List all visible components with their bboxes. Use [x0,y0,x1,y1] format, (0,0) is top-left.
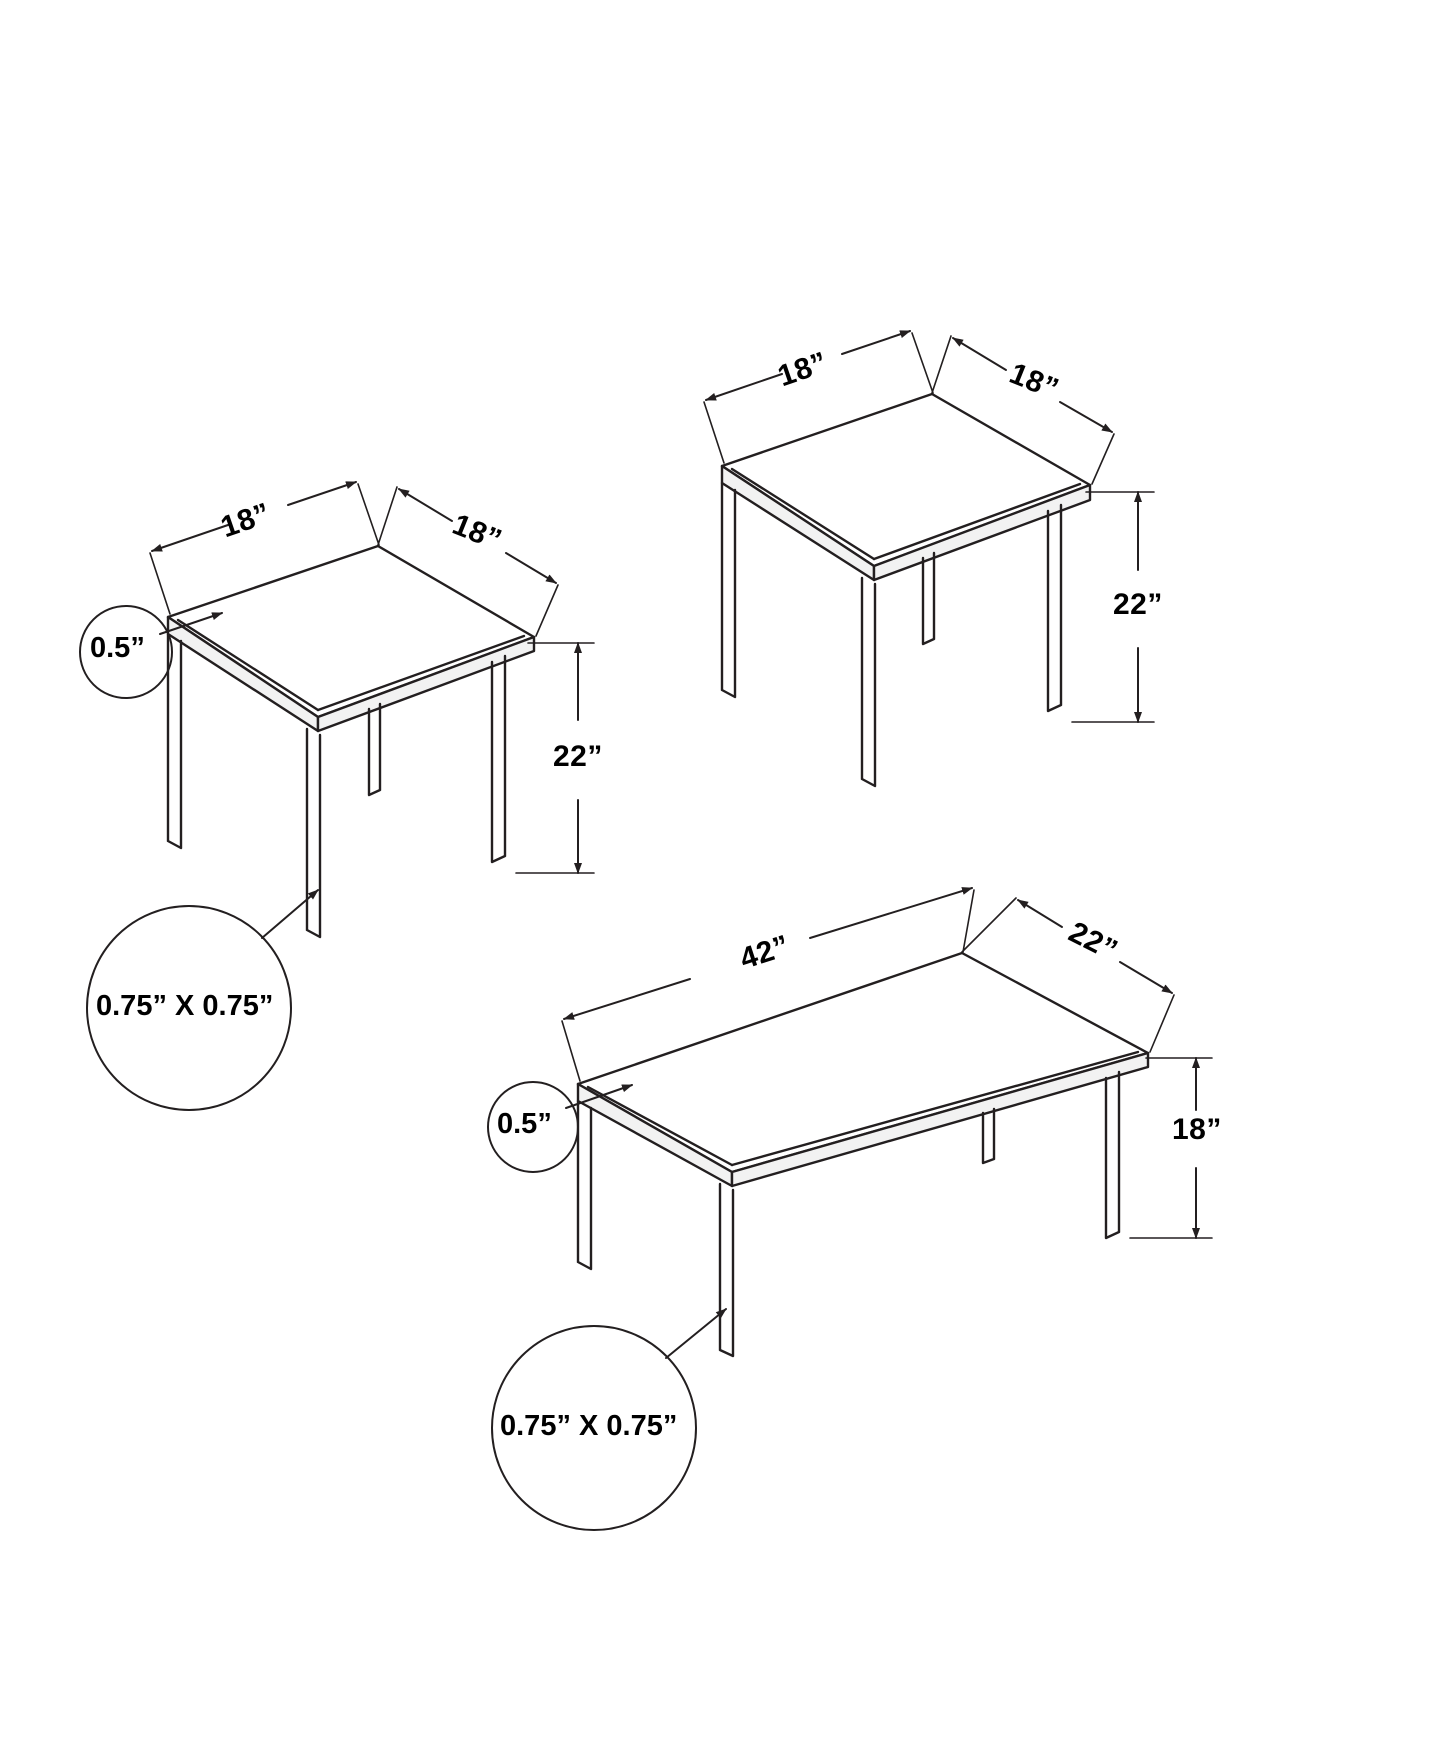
right-table-depth-label: 18” [1004,356,1064,407]
coffee-table-height-label: 18” [1172,1113,1222,1146]
left-table-thickness-label: 0.5” [90,632,145,664]
coffee-table-depth-label: 22” [1063,915,1123,968]
coffee-table-leg-label: 0.75” X 0.75” [500,1410,678,1442]
coffee-table-width-label: 42” [735,929,794,976]
left-table-leg-label: 0.75” X 0.75” [96,990,274,1022]
coffee-height-dimension [1130,1058,1212,1238]
right-table-height-label: 22” [1113,588,1163,621]
right-table-width-label: 18” [773,345,832,394]
left-table-height-label: 22” [553,740,603,773]
coffee-table-thickness-label: 0.5” [497,1108,552,1140]
coffee-table-drawing [578,953,1148,1356]
left-table-depth-label: 18” [447,507,507,558]
end-table-right-drawing [722,394,1090,786]
end-table-left-drawing [168,546,534,937]
left-table-width-label: 18” [216,496,275,545]
